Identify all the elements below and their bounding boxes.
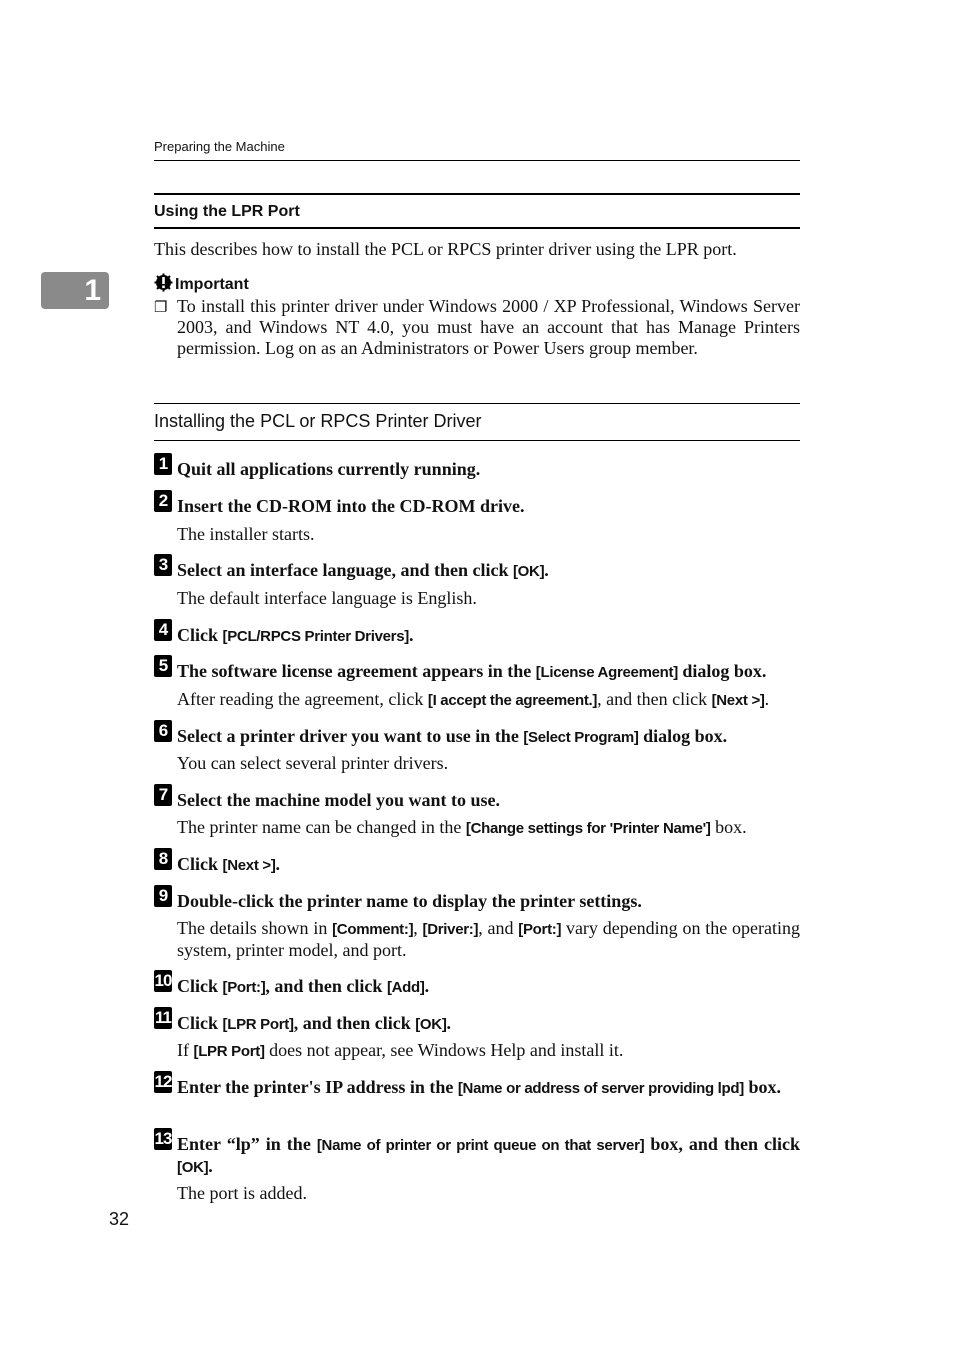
chapter-tab <box>41 272 109 309</box>
server-address-field-label: [Name or address of server providing lpd] <box>457 1080 744 1097</box>
step-description: The printer name can be changed in the [Change settings for 'Printer Name'] box. <box>177 817 747 837</box>
step-description: The default interface language is English. <box>177 588 477 608</box>
step-number: 8 <box>154 848 172 870</box>
step-number: 12 <box>154 1072 172 1091</box>
step-heading: The software license agreement appears in the [License Agreement] dialog box. <box>177 661 767 681</box>
important-note: To install this printer driver under Windows 2000 / XP Professional, Windows Server 2003, and Windows NT 4.0, you must have an account that has Manage Printers permission. Log on as an Administrators or Power Users group member. <box>177 296 800 358</box>
step-heading: Quit all applications currently running. <box>177 459 481 479</box>
ok-button-label: [OK] <box>512 563 545 580</box>
section-intro: This describes how to install the PCL or RPCS printer driver using the LPR port. <box>154 239 737 259</box>
license-agreement-dialog-label: [License Agreement] <box>535 664 678 681</box>
chapter-number: 1 <box>84 274 101 307</box>
important-heading <box>154 273 249 296</box>
step-number: 13 <box>154 1129 172 1148</box>
important-icon <box>154 273 173 292</box>
step-number: 3 <box>154 554 172 576</box>
step-heading: Enter the printer's IP address in the [Name or address of server providing lpd] box. <box>177 1077 781 1097</box>
comment-field-label: [Comment:] <box>332 921 414 938</box>
step-number: 11 <box>155 1008 171 1027</box>
accept-agreement-label: [I accept the agreement.] <box>427 692 598 709</box>
step-heading: Click [LPR Port], and then click [OK]. <box>177 1013 452 1033</box>
step-heading: Select the machine model you want to use. <box>177 790 500 810</box>
next-button-label: [Next >] <box>222 857 276 874</box>
step-number: 2 <box>154 490 172 512</box>
step-description: The details shown in [Comment:], [Driver:], and [Port:] vary depending on the operating system, printer model, and port. <box>177 918 800 960</box>
lpr-port-label: [LPR Port] <box>222 1016 294 1033</box>
step-heading: Insert the CD-ROM into the CD-ROM drive. <box>177 496 525 516</box>
subsection-heading <box>154 403 800 441</box>
section-heading <box>154 193 800 229</box>
page-number: 32 <box>109 1209 130 1229</box>
step-number: 5 <box>154 655 172 677</box>
subsection-title: Installing the PCL or RPCS Printer Driver <box>154 411 482 431</box>
add-button-label: [Add] <box>386 979 425 996</box>
port-tab-label: [Port:] <box>222 979 266 996</box>
step-number: 1 <box>154 453 172 475</box>
step-heading: Click [PCL/RPCS Printer Drivers]. <box>177 625 414 645</box>
step-number: 10 <box>154 971 172 990</box>
step-heading: Select a printer driver you want to use in the [Select Program] dialog box. <box>177 726 728 746</box>
running-title: Preparing the Machine <box>154 139 285 154</box>
checkbox-bullet-icon: ❐ <box>154 300 168 316</box>
ok-button-label: [OK] <box>177 1159 209 1176</box>
port-field-label: [Port:] <box>518 921 562 938</box>
section-title: Using the LPR Port <box>154 203 300 220</box>
select-program-dialog-label: [Select Program] <box>523 729 639 746</box>
next-button-label: [Next >] <box>711 692 765 709</box>
ok-button-label: [OK] <box>415 1016 447 1033</box>
lpr-port-label: [LPR Port] <box>193 1043 265 1060</box>
step-description: The installer starts. <box>177 524 315 544</box>
step-heading: Select an interface language, and then click [OK]. <box>177 560 549 580</box>
change-settings-label: [Change settings for 'Printer Name'] <box>465 820 711 837</box>
step-heading: Enter “lp” in the [Name of printer or print queue on that server] box, and then click [OK]. <box>177 1134 801 1176</box>
step-heading: Click [Port:], and then click [Add]. <box>177 976 430 996</box>
step-number: 7 <box>154 784 172 806</box>
step-description: You can select several printer drivers. <box>177 753 449 773</box>
pcl-rpcs-drivers-button-label: [PCL/RPCS Printer Drivers] <box>222 628 409 645</box>
important-title: Important <box>175 276 249 293</box>
step-description: If [LPR Port] does not appear, see Windows Help and install it. <box>177 1040 624 1060</box>
step-description: The port is added. <box>177 1183 307 1203</box>
step-number: 4 <box>154 619 172 641</box>
driver-field-label: [Driver:] <box>422 921 479 938</box>
step-heading: Click [Next >]. <box>177 854 281 874</box>
step-number: 6 <box>154 720 172 742</box>
running-header <box>154 139 800 161</box>
step-heading: Double-click the printer name to display the printer settings. <box>177 891 642 911</box>
print-queue-field-label: [Name of printer or print queue on that server] <box>316 1137 645 1154</box>
step-number: 9 <box>154 885 172 907</box>
step-description: After reading the agreement, click [I accept the agreement.], and then click [Next >]. <box>177 689 770 709</box>
